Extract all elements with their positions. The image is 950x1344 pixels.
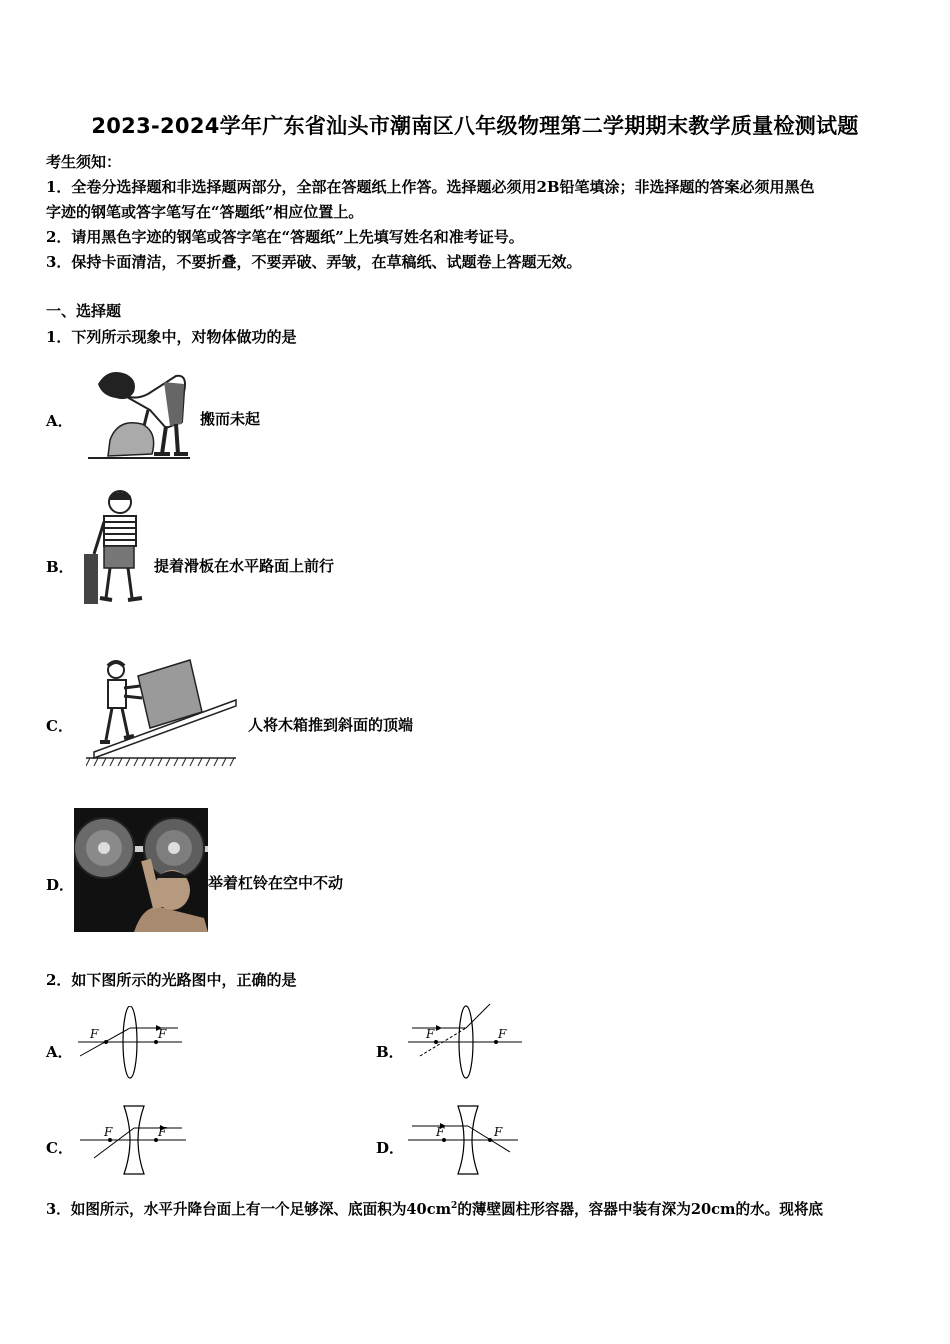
focus-label: F xyxy=(158,1027,167,1041)
focus-label: F xyxy=(426,1027,435,1041)
q3-stem-part-a: 3．如图所示，水平升降台面上有一个足够深、底面积为40cm xyxy=(46,1200,452,1218)
focus-label: F xyxy=(494,1125,503,1139)
q1-option-b-figure xyxy=(80,488,150,612)
q1-option-b-text: 提着滑板在水平路面上前行 xyxy=(154,557,335,575)
q1-stem: 1．下列所示现象中，对物体做功的是 xyxy=(46,328,297,346)
section-heading: 一、选择题 xyxy=(46,302,122,320)
q1-option-c-text: 人将木箱推到斜面的顶端 xyxy=(248,716,414,734)
focus-label: F xyxy=(158,1125,167,1139)
q1-option-b-label: B． xyxy=(46,558,74,576)
q1-option-a-figure xyxy=(78,362,196,470)
q2-option-d-diagram xyxy=(406,1104,522,1176)
q3-superscript: 2 xyxy=(451,1201,458,1211)
notice-item-1: 1．全卷分选择题和非选择题两部分，全部在答题纸上作答。选择题必须用2B铅笔填涂；非选择题的答案必须用黑色 xyxy=(46,178,815,196)
q3-stem-part-b: 的薄壁圆柱形容器，容器中装有深为20cm的水。现将底 xyxy=(457,1200,824,1218)
q2-stem: 2．如下图所示的光路图中，正确的是 xyxy=(46,971,297,989)
notice-item-2: 2．请用黑色字迹的钢笔或答字笔在“答题纸”上先填写姓名和准考证号。 xyxy=(46,228,524,246)
q2-option-b-label: B． xyxy=(376,1043,404,1061)
q2-option-a-diagram xyxy=(76,1006,186,1082)
q3-stem xyxy=(46,1196,823,1220)
q2-option-d-label: D． xyxy=(376,1139,405,1157)
focus-label: F xyxy=(90,1027,99,1041)
notice-heading: 考生须知： xyxy=(46,153,122,171)
focus-label: F xyxy=(498,1027,507,1041)
focus-label: F xyxy=(104,1125,113,1139)
focus-label: F xyxy=(436,1125,445,1139)
notice-item-3: 3．保持卡面清洁，不要折叠，不要弄破、弄皱，在草稿纸、试题卷上答题无效。 xyxy=(46,253,582,271)
q1-option-d-figure xyxy=(74,808,208,932)
q1-option-d-label: D． xyxy=(46,876,75,894)
page-title: 2023-2024学年广东省汕头市潮南区八年级物理第二学期期末教学质量检测试题 xyxy=(91,114,859,138)
q1-option-c-figure xyxy=(86,656,238,770)
q2-option-c-label: C． xyxy=(46,1139,73,1157)
notice-item-1-cont: 字迹的钢笔或答字笔写在“答题纸”相应位置上。 xyxy=(46,203,364,221)
q1-option-a-text: 搬而未起 xyxy=(200,410,261,428)
q1-option-c-label: C． xyxy=(46,717,73,735)
q1-option-a-label: A． xyxy=(46,412,73,430)
q2-option-c-diagram xyxy=(78,1104,190,1176)
q2-option-a-label: A． xyxy=(46,1043,73,1061)
q1-option-d-text: 举着杠铃在空中不动 xyxy=(208,874,344,892)
q2-option-b-diagram xyxy=(406,1000,526,1082)
